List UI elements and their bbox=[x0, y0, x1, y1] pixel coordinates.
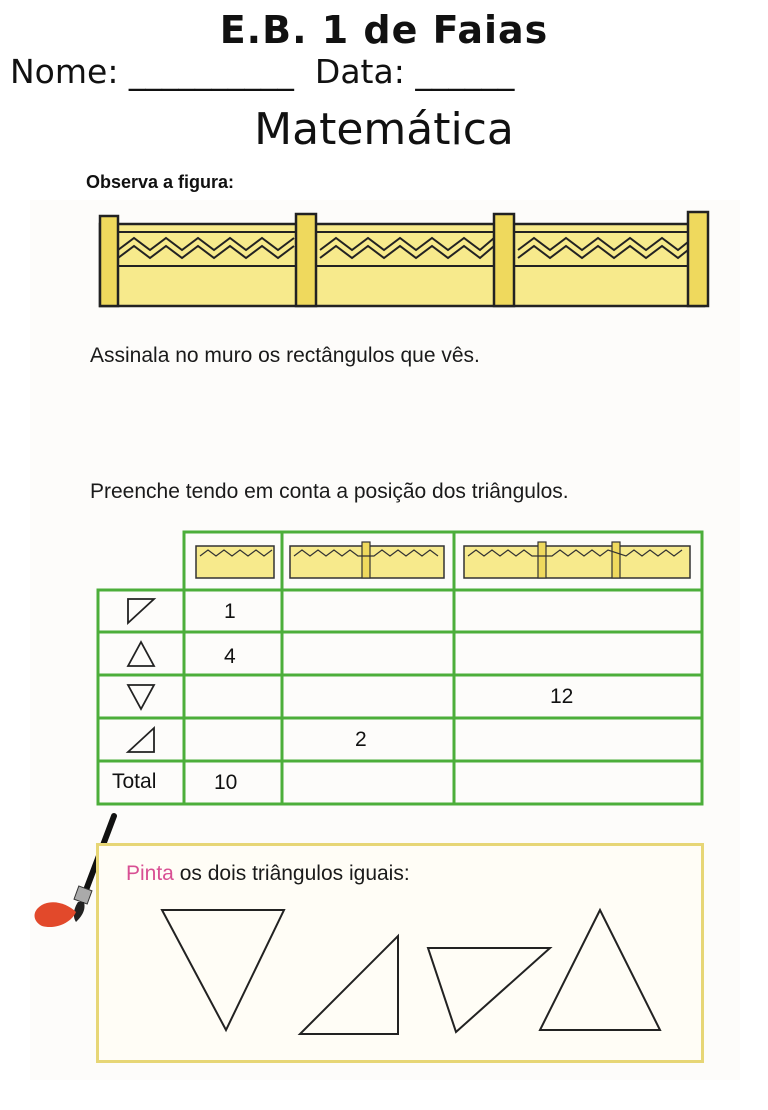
triangle-count-table bbox=[96, 530, 708, 808]
paint-instruction-highlight: Pinta bbox=[126, 862, 174, 885]
table-cell-r2-c1: 4 bbox=[224, 645, 236, 668]
wall-pillar-2 bbox=[296, 214, 316, 306]
table-cell-r1-c1: 1 bbox=[224, 600, 236, 623]
observe-heading: Observa a figura: bbox=[86, 172, 235, 192]
upright-triangle[interactable] bbox=[540, 910, 660, 1030]
wall-figure bbox=[96, 210, 712, 310]
mini-wall-1 bbox=[196, 546, 274, 578]
school-title: E.B. 1 de Faias bbox=[219, 8, 549, 52]
table-total-c1: 10 bbox=[214, 771, 238, 794]
table-cell-r3-c3: 12 bbox=[550, 685, 574, 708]
mini-wall-2 bbox=[290, 542, 444, 578]
subject-title: Matemática bbox=[254, 104, 514, 155]
table-instruction: Preenche tendo em conta a posição dos triângulos. bbox=[90, 480, 569, 503]
paint-instruction bbox=[126, 862, 410, 886]
table-body bbox=[98, 590, 702, 804]
right-triangle[interactable] bbox=[300, 936, 398, 1034]
table-total-label: Total bbox=[112, 770, 157, 793]
large-inverted-triangle[interactable] bbox=[162, 910, 284, 1030]
wall-pillar-4 bbox=[688, 212, 708, 306]
small-inverted-triangle[interactable] bbox=[428, 948, 550, 1032]
paint-instruction-rest: os dois triângulos iguais: bbox=[173, 862, 410, 885]
inverted-triangle-icon bbox=[128, 685, 154, 709]
right-triangle-icon bbox=[128, 599, 154, 623]
right-angle-triangle-icon bbox=[128, 728, 154, 752]
table-cell-r4-c2: 2 bbox=[355, 728, 367, 751]
triangles-to-paint bbox=[150, 900, 680, 1040]
name-date-line: Nome: __________ Data: ______ bbox=[10, 52, 515, 91]
upright-triangle-icon bbox=[128, 642, 154, 666]
rectangles-instruction: Assinala no muro os rectângulos que vês. bbox=[90, 344, 480, 367]
wall-pillar-1 bbox=[100, 216, 118, 306]
mini-wall-3 bbox=[464, 542, 690, 578]
wall-pillar-3 bbox=[494, 214, 514, 306]
